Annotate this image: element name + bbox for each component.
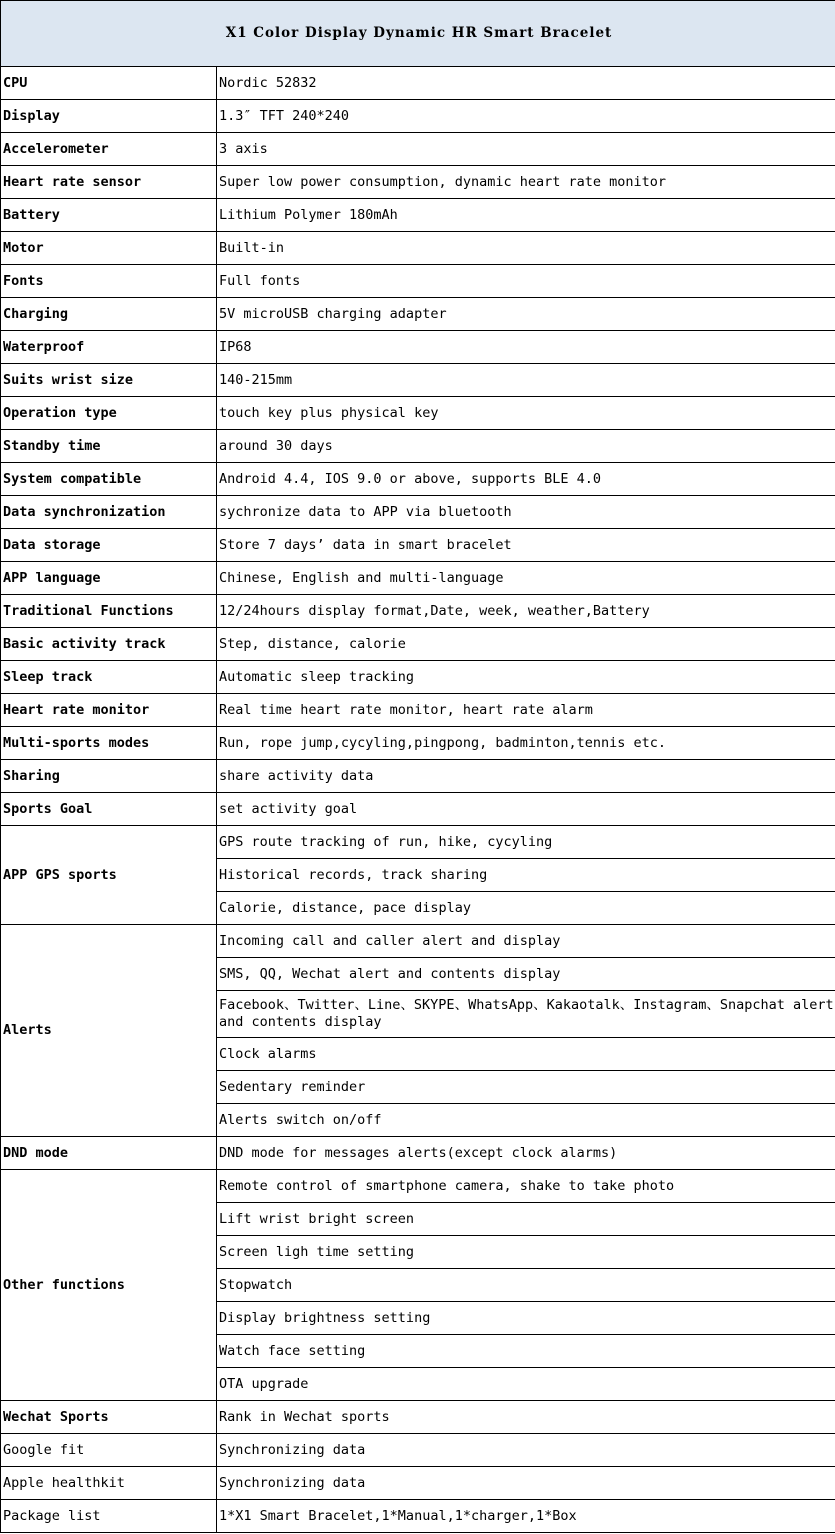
row-value: DND mode for messages alerts(except clock alarms): [217, 1137, 835, 1170]
table-row: [1, 166, 835, 199]
row-value: IP68: [217, 331, 835, 364]
table-row: [1, 595, 835, 628]
row-label: APP language: [1, 562, 217, 595]
row-value: Incoming call and caller alert and display: [217, 925, 835, 958]
row-label: Google fit: [1, 1434, 217, 1467]
row-value: Built-in: [217, 232, 835, 265]
row-label: Heart rate monitor: [1, 694, 217, 727]
row-value: Lift wrist bright screen: [217, 1203, 835, 1236]
row-value: Store 7 days’ data in smart bracelet: [217, 529, 835, 562]
row-label: Fonts: [1, 265, 217, 298]
table-row: [1, 100, 835, 133]
row-value: Calorie, distance, pace display: [217, 892, 835, 925]
table-row: [1, 1137, 835, 1170]
row-value: Clock alarms: [217, 1038, 835, 1071]
row-label: Other functions: [1, 1170, 217, 1401]
row-value: 1.3″ TFT 240*240: [217, 100, 835, 133]
table-row: [1, 265, 835, 298]
row-label: Data synchronization: [1, 496, 217, 529]
row-value: Run, rope jump,cycyling,pingpong, badminton,tennis etc.: [217, 727, 835, 760]
row-value: Synchronizing data: [217, 1434, 835, 1467]
row-value: Real time heart rate monitor, heart rate alarm: [217, 694, 835, 727]
row-value: Automatic sleep tracking: [217, 661, 835, 694]
row-value: Facebook、Twitter、Line、SKYPE、WhatsApp、Kakaotalk、Instagram、Snapchat alert and contents display: [217, 991, 835, 1038]
row-label: Heart rate sensor: [1, 166, 217, 199]
table-row: [1, 67, 835, 100]
row-value: Historical records, track sharing: [217, 859, 835, 892]
row-label: Suits wrist size: [1, 364, 217, 397]
row-value: sychronize data to APP via bluetooth: [217, 496, 835, 529]
table-row: [1, 661, 835, 694]
row-value: Step, distance, calorie: [217, 628, 835, 661]
table-row: [1, 397, 835, 430]
row-value: Stopwatch: [217, 1269, 835, 1302]
title-row: [1, 1, 835, 67]
row-label: Operation type: [1, 397, 217, 430]
row-value: Rank in Wechat sports: [217, 1401, 835, 1434]
row-value: Display brightness setting: [217, 1302, 835, 1335]
row-value: OTA upgrade: [217, 1368, 835, 1401]
row-label: Basic activity track: [1, 628, 217, 661]
table-row: [1, 463, 835, 496]
table-row: [1, 826, 835, 859]
row-value: share activity data: [217, 760, 835, 793]
table-row: [1, 1434, 835, 1467]
row-value: Android 4.4, IOS 9.0 or above, supports BLE 4.0: [217, 463, 835, 496]
row-value: GPS route tracking of run, hike, cycyling: [217, 826, 835, 859]
row-value: Lithium Polymer 180mAh: [217, 199, 835, 232]
page-title: X1 Color Display Dynamic HR Smart Bracelet: [1, 1, 835, 67]
row-label: Standby time: [1, 430, 217, 463]
table-row: [1, 1467, 835, 1500]
table-row: [1, 925, 835, 958]
row-label: Wechat Sports: [1, 1401, 217, 1434]
row-value: Chinese, English and multi-language: [217, 562, 835, 595]
table-row: [1, 430, 835, 463]
table-row: [1, 364, 835, 397]
row-label: Waterproof: [1, 331, 217, 364]
row-label: APP GPS sports: [1, 826, 217, 925]
row-value: Screen ligh time setting: [217, 1236, 835, 1269]
row-label: Apple healthkit: [1, 1467, 217, 1500]
row-value: set activity goal: [217, 793, 835, 826]
row-value: 140-215mm: [217, 364, 835, 397]
row-value: 3 axis: [217, 133, 835, 166]
table-row: [1, 760, 835, 793]
table-row: [1, 133, 835, 166]
row-value: SMS, QQ, Wechat alert and contents display: [217, 958, 835, 991]
table-row: [1, 628, 835, 661]
table-row: [1, 1500, 835, 1533]
row-label: Package list: [1, 1500, 217, 1533]
row-value: Remote control of smartphone camera, shake to take photo: [217, 1170, 835, 1203]
row-label: Accelerometer: [1, 133, 217, 166]
row-label: Data storage: [1, 529, 217, 562]
row-value: Watch face setting: [217, 1335, 835, 1368]
table-row: [1, 727, 835, 760]
table-row: [1, 298, 835, 331]
row-value: 12/24hours display format,Date, week, weather,Battery: [217, 595, 835, 628]
row-label: Alerts: [1, 925, 217, 1137]
row-value: Alerts switch on/off: [217, 1104, 835, 1137]
table-row: [1, 232, 835, 265]
row-value: Full fonts: [217, 265, 835, 298]
table-row: [1, 1401, 835, 1434]
row-value: Super low power consumption, dynamic heart rate monitor: [217, 166, 835, 199]
row-label: Display: [1, 100, 217, 133]
row-label: Sleep track: [1, 661, 217, 694]
table-row: [1, 331, 835, 364]
table-row: [1, 529, 835, 562]
table-row: [1, 694, 835, 727]
row-value: Sedentary reminder: [217, 1071, 835, 1104]
table-row: [1, 562, 835, 595]
row-label: CPU: [1, 67, 217, 100]
row-label: Multi-sports modes: [1, 727, 217, 760]
row-label: Traditional Functions: [1, 595, 217, 628]
table-row: [1, 793, 835, 826]
row-value: 5V microUSB charging adapter: [217, 298, 835, 331]
row-value: 1*X1 Smart Bracelet,1*Manual,1*charger,1*Box: [217, 1500, 835, 1533]
row-value: Nordic 52832: [217, 67, 835, 100]
row-value: touch key plus physical key: [217, 397, 835, 430]
row-label: Charging: [1, 298, 217, 331]
table-row: [1, 496, 835, 529]
table-row: [1, 199, 835, 232]
row-value: Synchronizing data: [217, 1467, 835, 1500]
table-row: [1, 1170, 835, 1203]
row-label: Battery: [1, 199, 217, 232]
row-label: Motor: [1, 232, 217, 265]
row-label: Sports Goal: [1, 793, 217, 826]
row-label: Sharing: [1, 760, 217, 793]
row-label: System compatible: [1, 463, 217, 496]
row-label: DND mode: [1, 1137, 217, 1170]
row-value: around 30 days: [217, 430, 835, 463]
